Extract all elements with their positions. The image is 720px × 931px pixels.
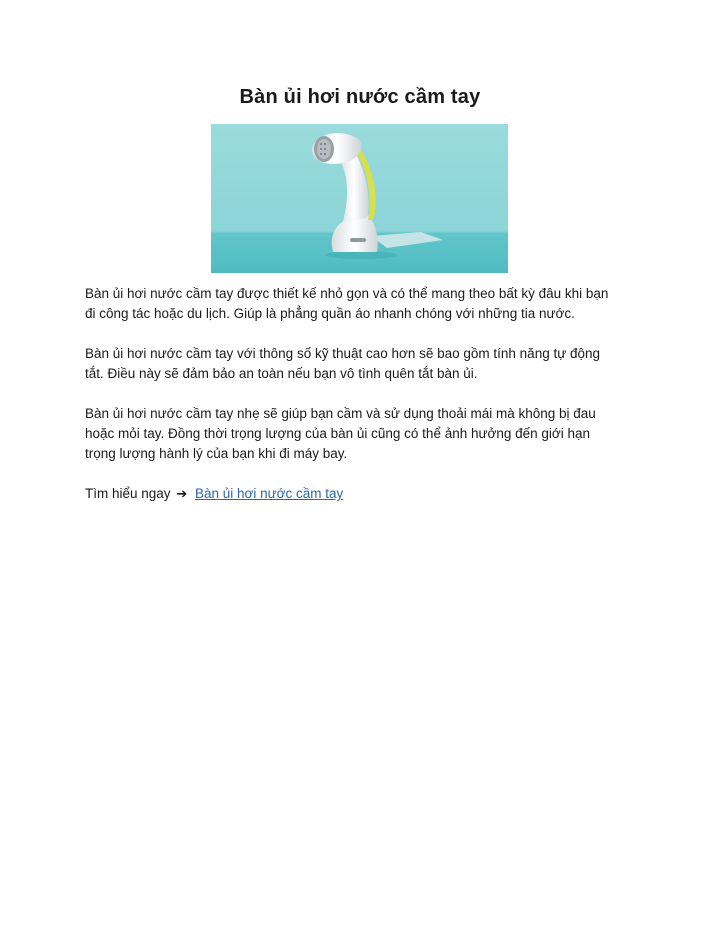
product-photo [211, 124, 508, 273]
arrow-right-icon: ➔ [176, 486, 188, 501]
paragraph-3: Bàn ủi hơi nước cầm tay nhẹ sẽ giúp bạn cầm và sử dụng thoải mái mà không bị đau hoặc mỏi tay. Đồng thời trọng lượng của bàn ủi cũng có thể ảnh hưởng đến giới hạn trọng lượng hành lý của bạn khi đi máy bay. [85, 406, 596, 461]
cta-row [85, 484, 645, 504]
product-link[interactable]: Bàn ủi hơi nước cầm tay [194, 486, 344, 501]
article-body [85, 284, 645, 504]
paragraph-1: Bàn ủi hơi nước cầm tay được thiết kế nhỏ gọn và có thể mang theo bất kỳ đâu khi bạn đi công tác hoặc du lịch. Giúp là phẳng quần áo nhanh chóng với những tia nước. [85, 286, 609, 321]
page-title: Bàn ủi hơi nước cầm tay [239, 86, 481, 108]
cta-label: Tìm hiểu ngay [85, 486, 171, 501]
handheld-steamer-image [211, 124, 508, 273]
paragraph-2: Bàn ủi hơi nước cầm tay với thông số kỹ thuật cao hơn sẽ bao gồm tính năng tự động tắt. Điều này sẽ đảm bảo an toàn nếu bạn vô tình quên tắt bàn ủi. [85, 346, 601, 381]
